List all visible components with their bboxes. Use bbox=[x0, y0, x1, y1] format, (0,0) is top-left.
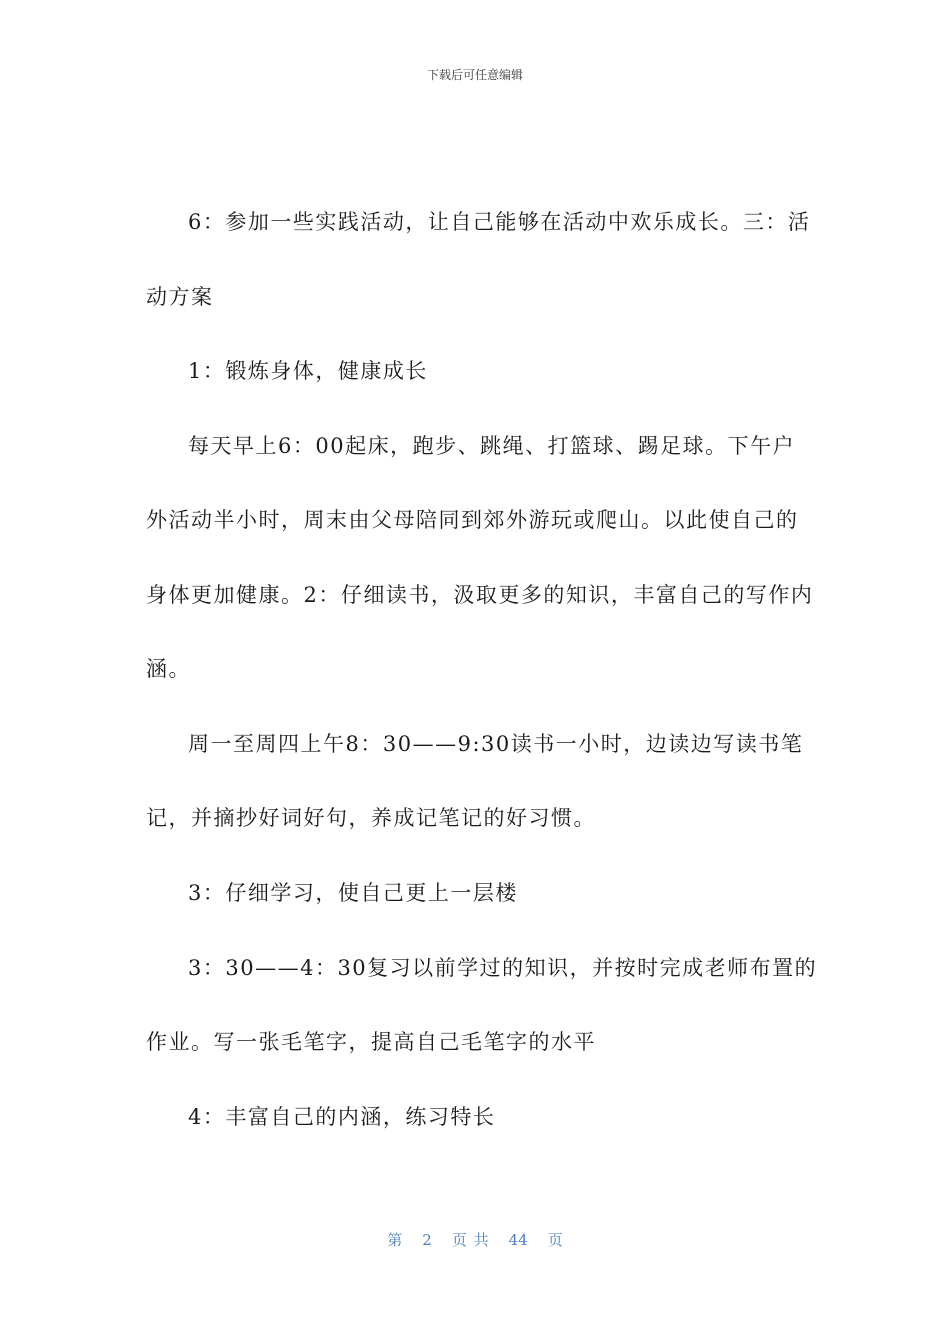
text-line: 6：参加一些实践活动，让自己能够在活动中欢乐成长。三：活 bbox=[188, 210, 811, 234]
text-line: 每天早上6：00起床，跑步、跳绳、打篮球、踢足球。下午户 bbox=[188, 434, 796, 458]
footer-page-number: 2 bbox=[422, 1231, 432, 1249]
text-line: 记，并摘抄好词好句，养成记笔记的好习惯。 bbox=[146, 806, 596, 830]
text-line: 周一至周四上午8：30——9:30读书一小时，边读边写读书笔 bbox=[188, 732, 804, 756]
text-line: 1：锻炼身体，健康成长 bbox=[188, 359, 428, 383]
footer-label-of: 页 共 bbox=[451, 1231, 489, 1249]
text-line: 动方案 bbox=[146, 285, 214, 309]
footer-total-pages: 44 bbox=[508, 1231, 528, 1249]
text-line: 3：仔细学习，使自己更上一层楼 bbox=[188, 881, 518, 905]
text-line: 4：丰富自己的内涵，练习特长 bbox=[188, 1105, 496, 1129]
footer-label-page: 第 bbox=[387, 1231, 403, 1249]
page-header: 下载后可任意编辑 bbox=[426, 68, 523, 82]
text-line: 3：30——4：30复习以前学过的知识，并按时完成老师布置的 bbox=[188, 956, 818, 980]
text-line: 涵。 bbox=[146, 657, 191, 681]
footer-label-pages: 页 bbox=[547, 1231, 563, 1249]
text-line: 外活动半小时，周末由父母陪同到郊外游玩或爬山。以此使自己的 bbox=[146, 508, 799, 532]
text-line: 身体更加健康。2：仔细读书，汲取更多的知识，丰富自己的写作内 bbox=[146, 583, 814, 607]
page-footer bbox=[0, 1229, 950, 1250]
text-line: 作业。写一张毛笔字，提高自己毛笔字的水平 bbox=[146, 1030, 596, 1054]
